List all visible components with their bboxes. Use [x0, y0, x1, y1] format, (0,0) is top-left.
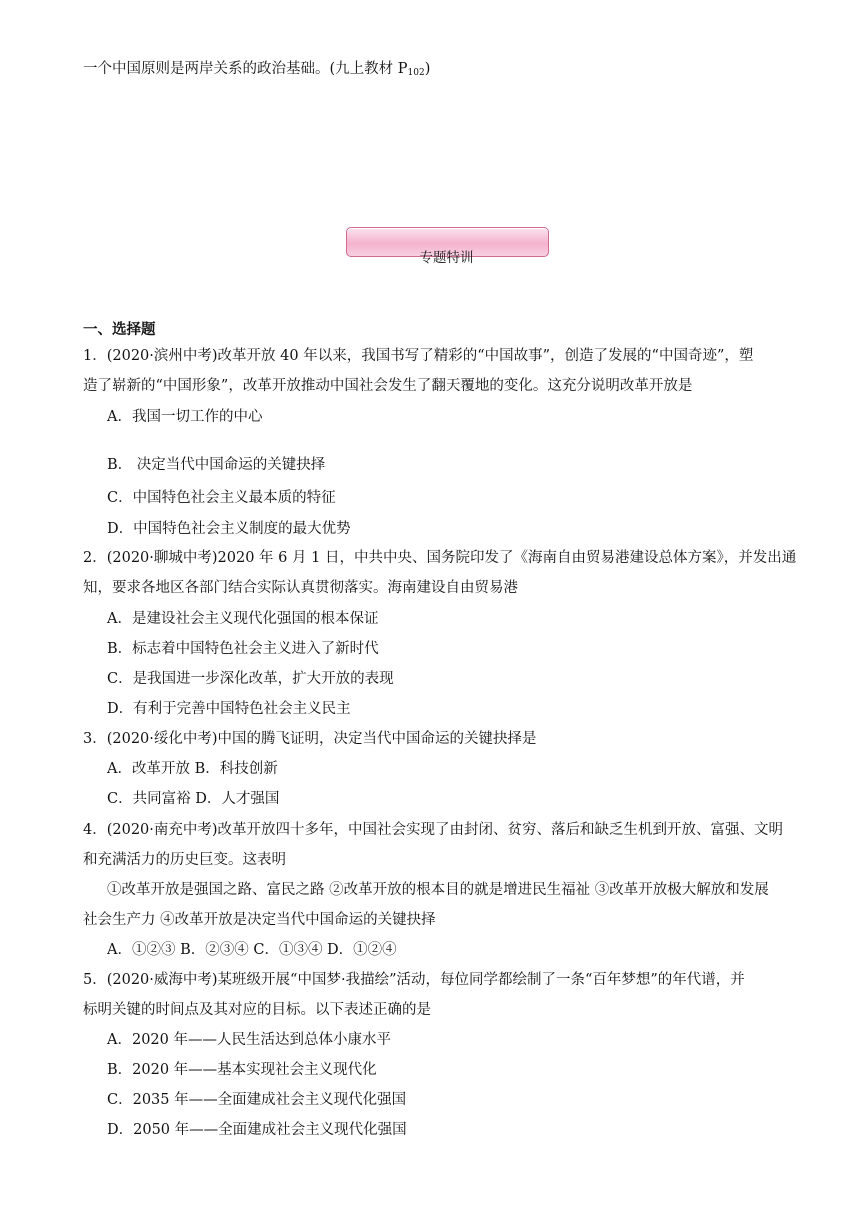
textbook-note-close: ) [424, 61, 431, 77]
q1-stem-line-1: 1．(2020·滨州中考)改革开放 40 年以来，我国书写了精彩的“中国故事”，创造了发展的“中国奇迹”，塑 [83, 348, 754, 364]
q1-option-c: C．中国特色社会主义最本质的特征 [107, 490, 336, 506]
q2-stem-line-1: 2．(2020·聊城中考)2020 年 6 月 1 日，中共中央、国务院印发了《海南自由贸易港建设总体方案》，并发出通 [83, 550, 797, 566]
textbook-note [83, 60, 430, 82]
q2-stem-line-2: 知，要求各地区各部门结合实际认真贯彻落实。海南建设自由贸易港 [83, 580, 518, 596]
q1-option-a: A．我国一切工作的中心 [107, 409, 263, 425]
q2-option-d: D．有利于完善中国特色社会主义民主 [107, 701, 351, 717]
q4-statements-line-2: 社会生产力 ④改革开放是决定当代中国命运的关键抉择 [83, 912, 436, 928]
textbook-note-page-subscript: 102 [407, 68, 425, 78]
q5-option-b: B．2020 年——基本实现社会主义现代化 [107, 1062, 377, 1078]
textbook-note-text: 一个中国原则是两岸关系的政治基础。(九上教材 P [83, 61, 408, 77]
q3-options-ab: A．改革开放 B．科技创新 [107, 761, 278, 777]
q4-stem-line-2: 和充满活力的历史巨变。这表明 [83, 852, 286, 868]
q2-option-c: C．是我国进一步深化改革，扩大开放的表现 [107, 671, 394, 687]
q2-option-b: B．标志着中国特色社会主义进入了新时代 [107, 641, 379, 657]
section-banner-label: 专题特训 [419, 250, 474, 266]
q1-option-d: D．中国特色社会主义制度的最大优势 [107, 521, 351, 537]
q3-stem: 3．(2020·绥化中考)中国的腾飞证明，决定当代中国命运的关键抉择是 [83, 731, 537, 747]
q4-stem-line-1: 4．(2020·南充中考)改革开放四十多年，中国社会实现了由封闭、贫穷、落后和缺乏生机到开放、富强、文明 [83, 822, 784, 838]
q5-option-c: C．2035 年——全面建成社会主义现代化强国 [107, 1092, 407, 1108]
q4-options: A．①②③ B．②③④ C．①③④ D．①②④ [107, 942, 397, 958]
q5-stem-line-2: 标明关键的时间点及其对应的目标。以下表述正确的是 [83, 1002, 431, 1018]
q5-option-a: A．2020 年——人民生活达到总体小康水平 [107, 1032, 391, 1048]
q1-option-b: B． 决定当代中国命运的关键抉择 [107, 457, 326, 473]
q4-statements-line-1: ①改革开放是强国之路、富民之路 ②改革开放的根本目的就是增进民生福祉 ③改革开放极大解放和发展 [107, 882, 769, 898]
section-heading: 一、选择题 [83, 322, 156, 338]
q1-stem-line-2: 造了崭新的“中国形象”，改革开放推动中国社会发生了翻天覆地的变化。这充分说明改革开放是 [83, 378, 693, 394]
q5-option-d: D．2050 年——全面建成社会主义现代化强国 [107, 1122, 407, 1138]
q2-option-a: A．是建设社会主义现代化强国的根本保证 [107, 611, 379, 627]
q5-stem-line-1: 5．(2020·威海中考)某班级开展“中国梦·我描绘”活动，每位同学都绘制了一条“百年梦想”的年代谱，并 [83, 972, 745, 988]
q3-options-cd: C．共同富裕 D．人才强国 [107, 791, 280, 807]
